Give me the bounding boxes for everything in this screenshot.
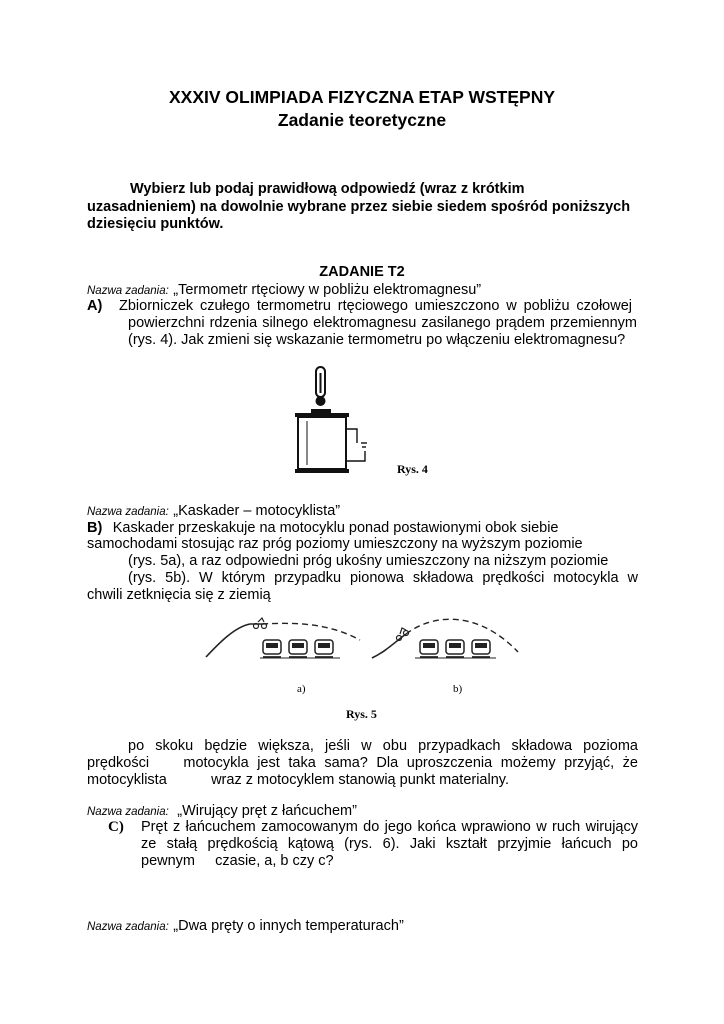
figure-4-electromagnet (285, 365, 455, 480)
figure-5a (206, 618, 360, 695)
part-b-line-1: Kaskader przeskakuje na motocyklu ponad postawionymi obok siebie (112, 520, 559, 536)
part-c-line-1: Pręt z łańcuchem zamocowanym do jego końca wprawiono w ruch wirujący (141, 819, 638, 835)
part-b-letter: B) (87, 520, 103, 536)
task-heading: ZADANIE T2 (319, 264, 405, 280)
figure-4-label: Rys. 4 (397, 462, 428, 476)
task-name-label: Nazwa zadania: (87, 921, 169, 933)
part-b-after-1: po skoku będzie większa, jeśli w obu przypadkach składowa pozioma (128, 738, 638, 754)
part-b-line-2: samochodami stosując raz próg poziomy umieszczony na wyższym poziomie (87, 536, 583, 552)
figure-5b (372, 619, 518, 695)
part-a-line-2: powierzchni rdzenia silnego elektromagnesu zasilanego prądem przemiennym (128, 315, 637, 331)
intro-line-1: Wybierz lub podaj prawidłową odpowiedź (wraz z krótkim (130, 181, 525, 197)
car-icon (446, 640, 464, 657)
part-b-after-3: motocyklista wraz z motocyklem stanowią punkt materialny. (87, 772, 509, 788)
part-c-line-3: pewnym czasie, a, b czy c? (141, 853, 334, 869)
part-b-first-row (87, 519, 559, 537)
part-c-letter: C) (108, 819, 124, 835)
task-name-label: Nazwa zadania: (87, 806, 169, 818)
thermometer-icon (316, 367, 326, 406)
part-b-line-5: chwili zetknięcia się z ziemią (87, 587, 271, 603)
part-c-name-title: „Wirujący pręt z łańcuchem” (177, 803, 357, 819)
part-b-line-3: (rys. 5a), a raz odpowiedni próg ukośny umieszczony na niższym poziomie (128, 553, 609, 569)
car-icon (289, 640, 307, 657)
part-b-line-4: (rys. 5b). W którym przypadku pionowa składowa prędkości motocykla w (128, 570, 638, 586)
part-b-name-title: „Kaskader – motocyklista” (173, 503, 341, 519)
document-title: XXXIV OLIMPIADA FIZYCZNA ETAP WSTĘPNY (169, 87, 555, 107)
car-icon (420, 640, 438, 657)
task-name-label: Nazwa zadania: (87, 285, 169, 297)
figure-5a-label: a) (297, 683, 306, 695)
car-icon (472, 640, 490, 657)
part-a-name-title: „Termometr rtęciowy w pobliżu elektromagnesu” (173, 282, 482, 298)
part-a-line-1: Zbiorniczek czułego termometru rtęciowego umieszczono w pobliżu czołowej (119, 298, 632, 314)
intro-line-2: uzasadnieniem) na dowolnie wybrane przez siebie siedem spośród poniższych (87, 199, 631, 215)
task-name-label: Nazwa zadania: (87, 506, 169, 518)
document-subtitle: Zadanie teoretyczne (277, 110, 447, 130)
part-c-name-row (87, 802, 357, 820)
part-a-line-3: (rys. 4). Jak zmieni się wskazanie termometru po włączeniu elektromagnesu? (128, 332, 626, 348)
part-c-line-2: ze stałą prędkością kątową (rys. 6). Jaki kształt przyjmie łańcuch po (141, 836, 638, 852)
part-b-after-2: prędkości motocykla jest taka sama? Dla uproszczenia możemy przyjąć, że (87, 755, 638, 771)
part-d-name-title: „Dwa pręty o innych temperaturach” (173, 918, 404, 934)
part-d-name-row (87, 917, 404, 935)
part-b-name-row (87, 502, 340, 520)
part-a-name-row (87, 281, 481, 299)
intro-line-3: dziesięciu punktów. (87, 216, 224, 232)
car-icon (315, 640, 333, 657)
figure-5-stunt-jumps (200, 612, 530, 724)
figure-5b-label: b) (453, 683, 463, 695)
figure-5-label: Rys. 5 (346, 707, 377, 721)
car-icon (263, 640, 281, 657)
part-a-letter: A) (87, 298, 103, 314)
